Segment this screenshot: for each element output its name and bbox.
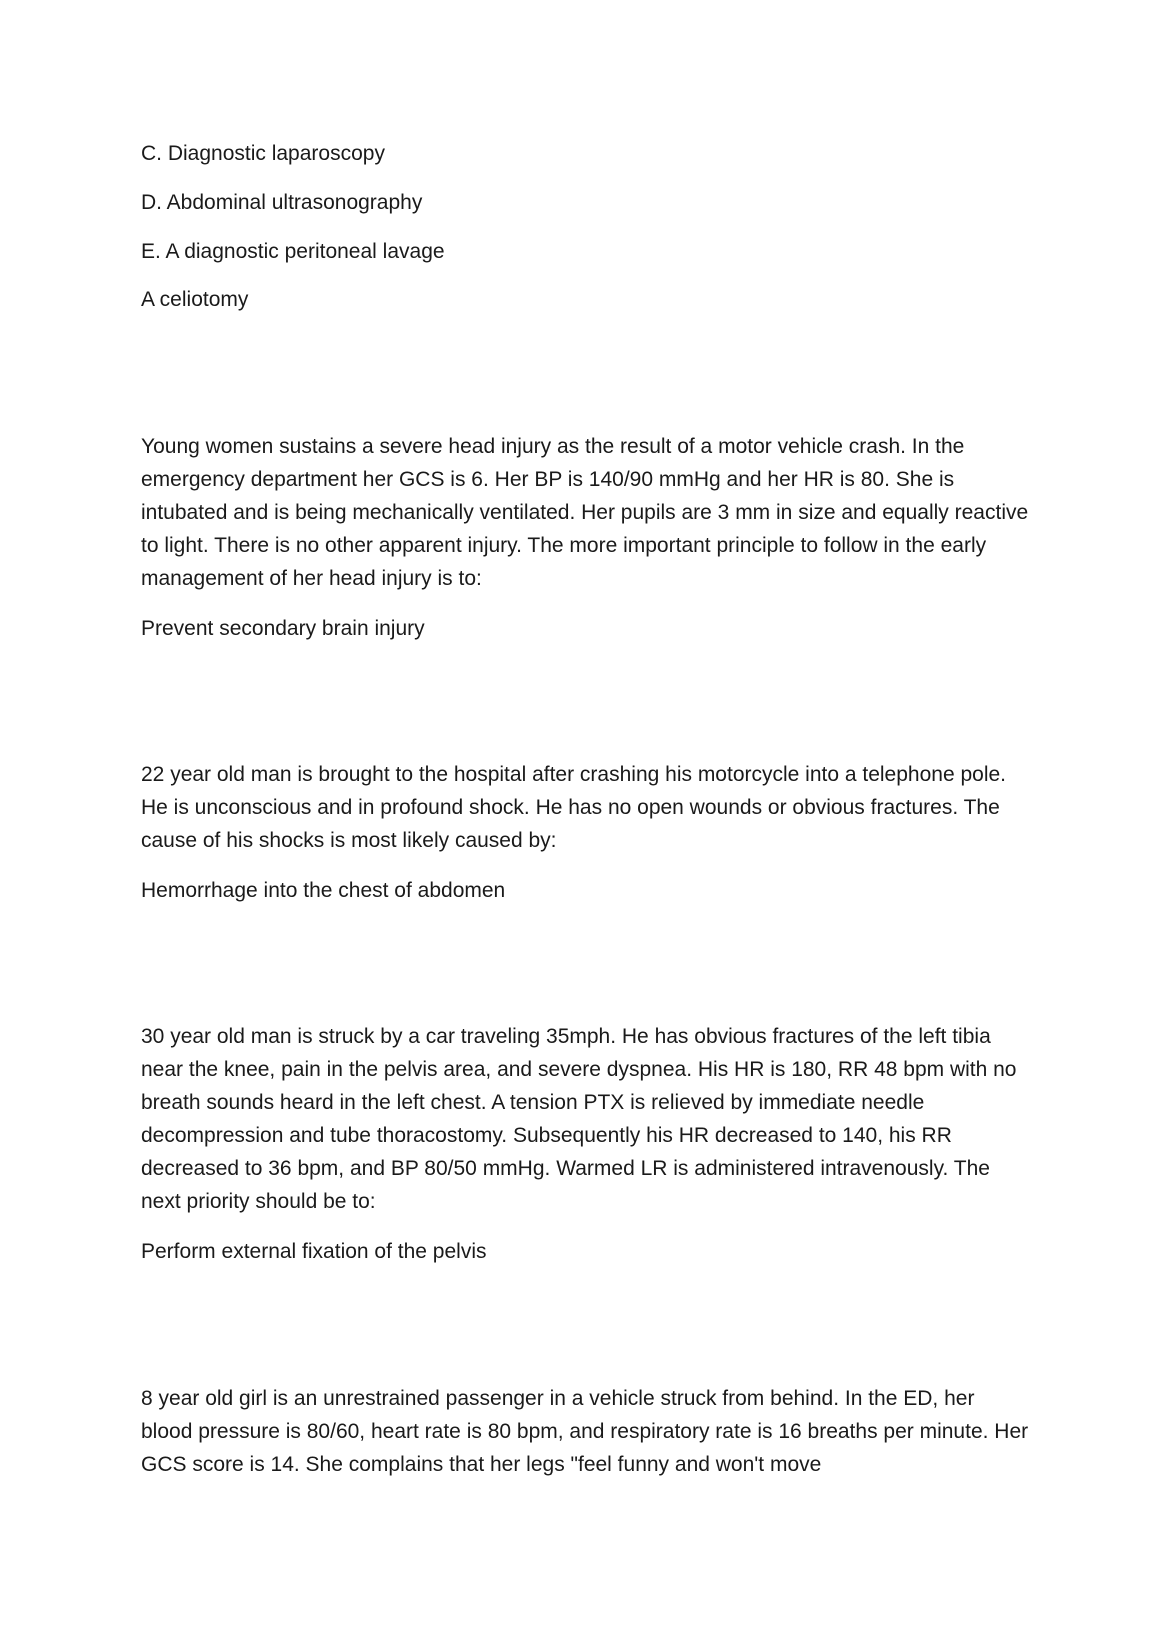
question-stem: 8 year old girl is an unrestrained passenger in a vehicle struck from behind. In the ED, her blood pressure is 80/60, heart rate is 80 bpm, and respiratory rate is 16 breaths per minute. Her GCS score is 14. She complains that her legs "feel funny and won't move xyxy=(141,1387,1029,1476)
question-stem: 30 year old man is struck by a car traveling 35mph. He has obvious fractures of the left tibia near the knee, pain in the pelvis area, and severe dyspnea. His HR is 180, RR 48 bpm with no breath sounds heard in the left chest. A tension PTX is relieved by immediate needle decompression and tube thoracostomy. Subsequently his HR decreased to 140, his RR decreased to 36 bpm, and BP 80/50 mmHg. Warmed LR is administered intravenously. The next priority should be to: xyxy=(141,1025,1017,1213)
question-stem: 22 year old man is brought to the hospital after crashing his motorcycle into a telephone pole. He is unconscious and in profound shock. He has no open wounds or obvious fractures. The cause of his shocks is most likely caused by: xyxy=(141,763,1007,852)
answer-line: A celiotomy xyxy=(141,288,249,311)
question-stem: Young women sustains a severe head injury as the result of a motor vehicle crash. In the emergency department her GCS is 6. Her BP is 140/90 mmHg and her HR is 80. She is intubated and is being mechanically ventilated. Her pupils are 3 mm in size and equally reactive to light. There is no other apparent injury. The more important principle to follow in the early management of her head injury is to: xyxy=(141,435,1029,590)
question-answer: Perform external fixation of the pelvis xyxy=(141,1240,487,1263)
question-answer: Hemorrhage into the chest of abdomen xyxy=(141,879,506,902)
option-d: D. Abdominal ultrasonography xyxy=(141,191,423,214)
option-e: E. A diagnostic peritoneal lavage xyxy=(141,240,445,263)
question-answer: Prevent secondary brain injury xyxy=(141,617,425,640)
option-c: C. Diagnostic laparoscopy xyxy=(141,142,385,165)
